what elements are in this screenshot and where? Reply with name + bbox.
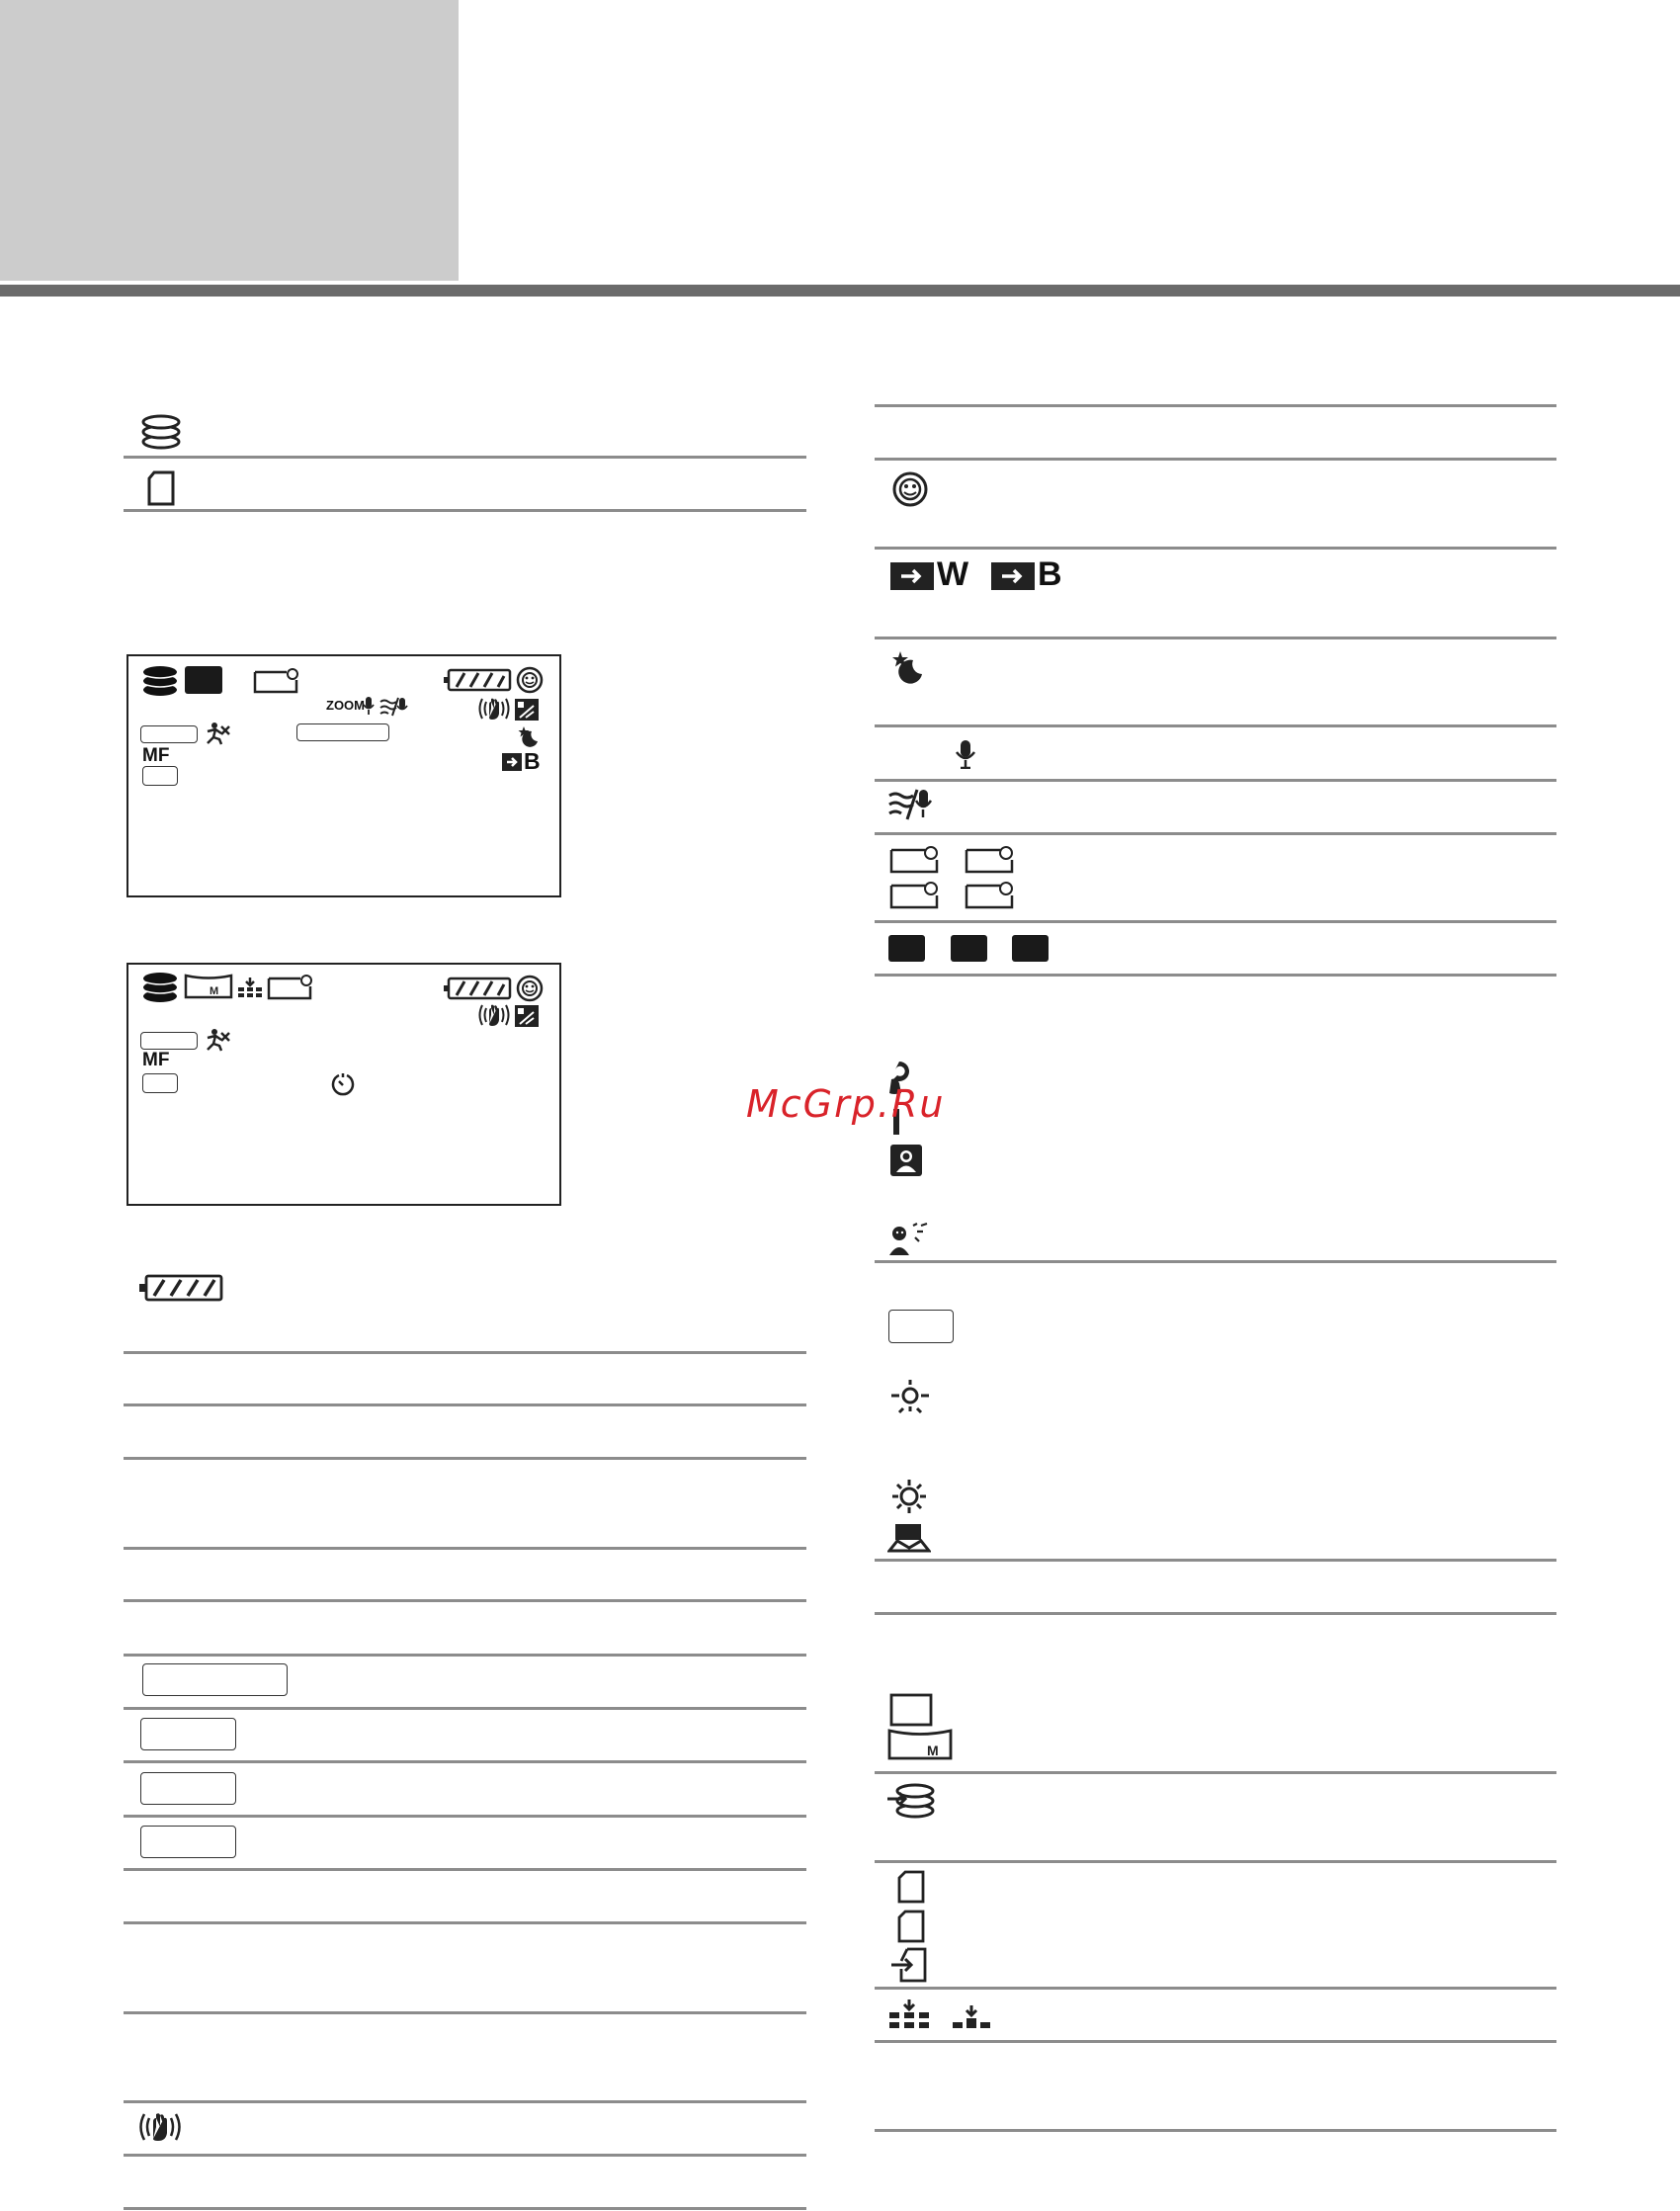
divider (875, 832, 1556, 835)
divider (875, 1260, 1556, 1263)
smile-shot-icon (516, 975, 544, 1007)
indoor-light-icon (889, 1377, 931, 1414)
backlight-compensation-icon (514, 1004, 540, 1033)
divider (875, 2129, 1556, 2132)
lcd-screen-recording-video (126, 654, 561, 897)
image-stabilizer-icon (136, 2110, 184, 2144)
zoom-mic-icon (362, 696, 376, 721)
scene-mode-icon (889, 880, 939, 909)
night-mode-icon (891, 650, 925, 684)
picture-size-frame-icon (889, 1693, 933, 1727)
sports-mode-icon (204, 722, 233, 750)
divider (875, 2040, 1556, 2043)
zoom-mic-icon (955, 739, 976, 769)
mode-box-wide (142, 1663, 288, 1696)
focus-box (142, 766, 178, 786)
divider (124, 1599, 806, 1602)
scene-mode-icon (253, 666, 298, 699)
divider (124, 2100, 806, 2103)
picture-size-icon (887, 1728, 953, 1761)
divider (124, 2154, 806, 2157)
sd-copy-icon (889, 1947, 929, 1983)
scene-mode-icon (965, 880, 1014, 909)
mode-box (140, 1718, 236, 1750)
sd-card-icon (897, 1870, 925, 1904)
divider (875, 920, 1556, 923)
mode-box-wide (296, 723, 389, 741)
divider (875, 547, 1556, 550)
white-balance-b-label: B (1038, 555, 1062, 593)
divider (124, 2011, 806, 2014)
divider (875, 458, 1556, 461)
self-timer-icon (330, 1071, 356, 1102)
quality-icon (235, 977, 265, 1003)
divider (124, 1654, 806, 1657)
battery-icon (138, 1273, 225, 1303)
backlight-compensation-icon (514, 698, 540, 726)
mode-box (140, 1032, 198, 1050)
svg-text:M: M (210, 985, 219, 997)
white-balance-w-icon (889, 561, 935, 591)
divider (875, 1771, 1556, 1774)
image-stabilizer-icon (476, 696, 512, 726)
divider (875, 974, 1556, 977)
chapter-tab (0, 0, 459, 281)
divider (875, 1860, 1556, 1863)
divider (875, 637, 1556, 639)
quality-mode-block (888, 935, 925, 962)
divider (124, 1707, 806, 1710)
spotlight-icon (887, 1222, 931, 1257)
zoom-mic-label: ZOOM (326, 698, 365, 713)
battery-icon (443, 668, 514, 697)
mode-box (140, 1772, 236, 1805)
mode-box (140, 1826, 236, 1858)
wind-cut-icon (887, 788, 935, 821)
quality-fine-icon (887, 1998, 931, 2030)
portrait-frame-icon (889, 1144, 923, 1177)
divider (124, 2207, 806, 2210)
focus-box (142, 1073, 178, 1093)
scene-mode-icon (267, 973, 312, 1005)
quality-mode-block (185, 666, 222, 694)
sd-card-icon (146, 470, 176, 506)
divider (875, 779, 1556, 782)
sd-card-icon (897, 1910, 925, 1943)
white-balance-icon (501, 752, 523, 777)
divider (124, 509, 806, 512)
hdd-icon (142, 666, 178, 701)
hdd-icon (142, 973, 178, 1007)
manual-focus-label: MF (142, 745, 170, 766)
divider (124, 1921, 806, 1924)
lcd-screen-recording-still (126, 963, 561, 1206)
divider (875, 404, 1556, 407)
battery-icon (443, 977, 514, 1005)
image-stabilizer-icon (476, 1002, 512, 1033)
divider (124, 1547, 806, 1550)
white-balance-b-icon (990, 561, 1036, 591)
header-bar (0, 285, 1680, 297)
divider (124, 1760, 806, 1763)
watermark: McGrp.Ru (746, 1082, 946, 1126)
quality-mode-block (1012, 935, 1049, 962)
white-balance-w-label: W (937, 555, 969, 593)
divider (875, 724, 1556, 727)
divider (875, 1612, 1556, 1615)
mode-box (140, 725, 198, 743)
scene-mode-icon (889, 844, 939, 874)
snow-icon (887, 1523, 931, 1553)
smile-shot-icon (516, 666, 544, 699)
manual-focus-label: MF (142, 1050, 170, 1070)
hdd-copy-icon (885, 1781, 939, 1821)
white-balance-label: B (524, 748, 541, 774)
svg-text:M: M (927, 1743, 939, 1758)
divider (124, 1868, 806, 1871)
sports-mode-icon (204, 1028, 233, 1057)
smile-shot-icon (891, 470, 929, 508)
sun-icon (891, 1479, 927, 1514)
quality-normal-icon (951, 2004, 992, 2030)
hdd-icon (140, 413, 182, 451)
divider (124, 456, 806, 459)
wind-cut-icon (379, 696, 409, 723)
divider (124, 1351, 806, 1354)
quality-mode-block (951, 935, 987, 962)
divider (875, 1987, 1556, 1990)
divider (124, 1815, 806, 1818)
divider (124, 1457, 806, 1460)
divider (124, 1403, 806, 1406)
scene-mode-icon (965, 844, 1014, 874)
divider (875, 1559, 1556, 1562)
picture-size-icon (184, 973, 233, 1005)
mode-box (888, 1310, 954, 1343)
